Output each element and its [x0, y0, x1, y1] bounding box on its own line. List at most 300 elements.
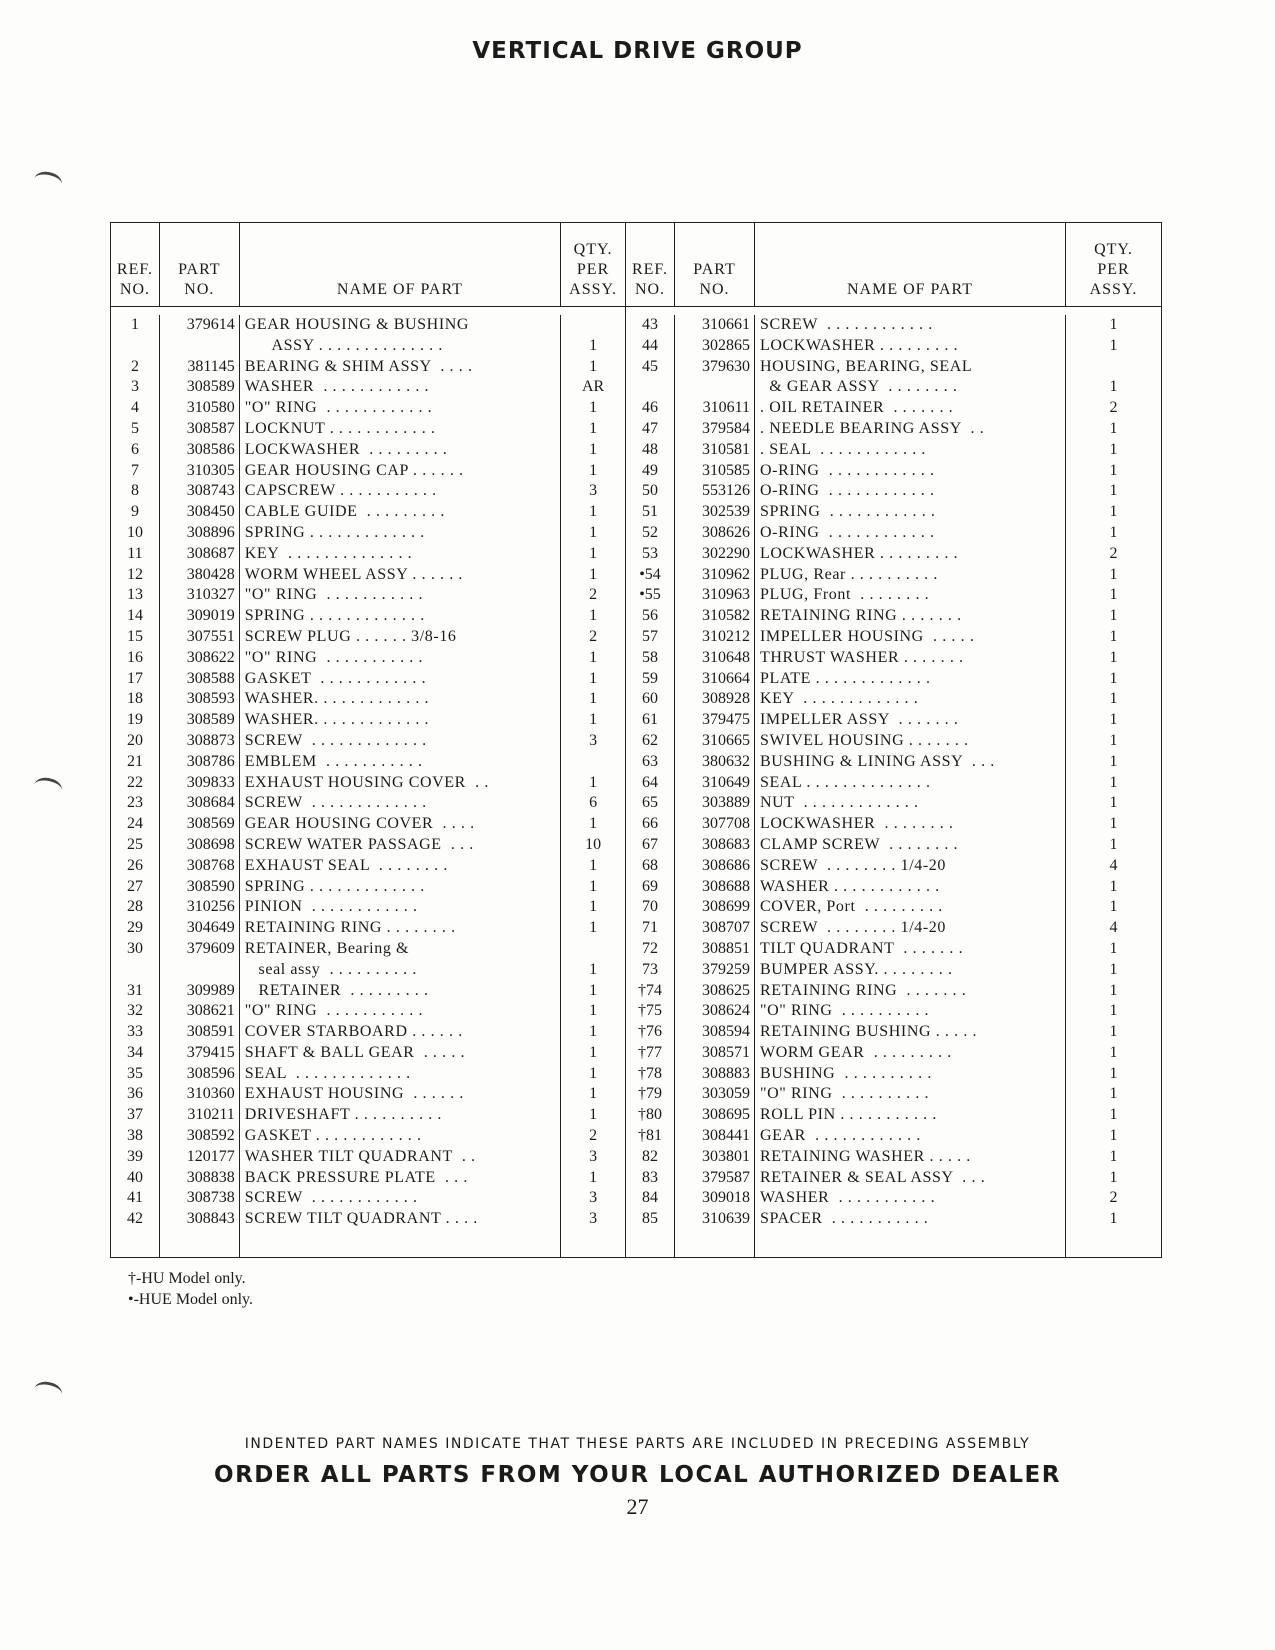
cell-name: LOCKWASHER . . . . . . . . .: [760, 544, 959, 562]
cell-part: 308883: [702, 1064, 750, 1082]
cell-ref: 71: [642, 919, 658, 937]
cell-ref: 36: [126, 1085, 143, 1103]
cell-name: . NEEDLE BEARING ASSY . .: [760, 419, 985, 437]
cell-ref: 43: [642, 316, 658, 333]
cell-part: 308843: [186, 1210, 235, 1228]
cell-qty: 2: [1109, 399, 1118, 417]
cell-part: 553126: [702, 482, 750, 500]
cell-part: 308622: [186, 648, 235, 666]
cell-part: 380632: [702, 752, 750, 770]
cell-name: seal assy . . . . . . . . . .: [244, 960, 417, 978]
cell-part: 120177: [186, 1147, 235, 1165]
cell-name: O-RING . . . . . . . . . . . .: [760, 461, 935, 479]
order-note: ORDER ALL PARTS FROM YOUR LOCAL AUTHORIZED DEALER: [214, 1462, 1061, 1488]
cell-part: 310664: [702, 669, 750, 687]
cell-part: 308450: [186, 503, 235, 521]
cell-name: GASKET . . . . . . . . . . . .: [244, 1127, 422, 1145]
cell-name: CABLE GUIDE . . . . . . . . .: [244, 503, 445, 521]
cell-ref: 11: [127, 544, 143, 562]
cell-qty: 2: [1109, 544, 1118, 562]
cell-name: SCREW . . . . . . . . 1/4-20: [760, 856, 947, 874]
cell-part: 379614: [186, 316, 235, 333]
cell-qty: 1: [589, 1064, 598, 1082]
table-header: [111, 223, 625, 307]
qty-column: [1066, 315, 1161, 1257]
cell-qty: 1: [589, 648, 598, 666]
cell-part: 308699: [702, 898, 750, 916]
ref-column: [111, 315, 160, 1257]
cell-name: SPRING . . . . . . . . . . . . .: [244, 877, 425, 895]
cell-ref: [626, 377, 674, 398]
cell-name: SCREW . . . . . . . . . . . .: [760, 316, 933, 333]
cell-part: 308768: [186, 856, 235, 874]
cell-part: 303889: [702, 794, 750, 812]
cell-name: THRUST WASHER . . . . . . .: [760, 648, 964, 666]
cell-ref: 13: [126, 586, 143, 604]
cell-name: BEARING & SHIM ASSY . . . .: [244, 357, 473, 375]
cell-name: EMBLEM . . . . . . . . . . .: [244, 752, 423, 770]
cell-name: RETAINER . . . . . . . . .: [244, 981, 429, 999]
cell-part: 310962: [702, 565, 750, 583]
cell-name: SWIVEL HOUSING . . . . . . .: [760, 731, 969, 749]
cell-qty: 1: [1109, 960, 1118, 978]
cell-qty: 1: [1109, 461, 1118, 479]
cell-name: "O" RING . . . . . . . . . . .: [244, 586, 424, 604]
cell-part: 310661: [702, 316, 750, 333]
cell-qty: 1: [1109, 627, 1118, 645]
cell-ref: 26: [126, 856, 143, 874]
cell-part: 308569: [186, 815, 235, 833]
cell-name: COVER, Port . . . . . . . . .: [760, 898, 943, 916]
cell-ref: 6: [130, 440, 139, 458]
cell-qty: 1: [589, 565, 598, 583]
cell-ref: †81: [638, 1127, 662, 1145]
page-number: 27: [626, 1494, 649, 1519]
cell-ref: [111, 960, 159, 981]
cell-ref: 29: [126, 919, 143, 937]
cell-name: IMPELLER ASSY . . . . . . .: [760, 711, 959, 729]
cell-name: EXHAUST HOUSING . . . . . .: [244, 1085, 464, 1103]
cell-name: RETAINING WASHER . . . . .: [760, 1147, 971, 1165]
cell-qty: 1: [589, 1085, 598, 1103]
cell-part: 308624: [702, 1002, 750, 1020]
cell-ref: 41: [126, 1189, 143, 1207]
cell-name: NUT . . . . . . . . . . . . .: [760, 794, 919, 812]
cell-qty: 1: [589, 461, 598, 479]
cell-name: GEAR HOUSING CAP . . . . . .: [244, 461, 464, 479]
cell-name: SEAL . . . . . . . . . . . . .: [244, 1064, 411, 1082]
cell-ref: 8: [130, 482, 139, 500]
cell-name: "O" RING . . . . . . . . . . . .: [244, 399, 433, 417]
cell-name: SCREW TILT QUADRANT . . . .: [244, 1210, 478, 1228]
cell-qty: 2: [1109, 1189, 1118, 1207]
cell-qty: 1: [589, 1106, 598, 1124]
cell-qty: 1: [1109, 731, 1118, 749]
cell-name: . SEAL . . . . . . . . . . . .: [760, 440, 927, 458]
table-body: [626, 307, 1161, 1257]
cell-qty: 3: [589, 1189, 598, 1207]
cell-part: 381145: [187, 357, 235, 375]
cell-name: WORM GEAR . . . . . . . . .: [760, 1043, 952, 1061]
cell-ref: 16: [126, 648, 143, 666]
cell-part: 379415: [186, 1043, 235, 1061]
cell-qty: 1: [1109, 1106, 1118, 1124]
cell-name: EXHAUST SEAL . . . . . . . .: [244, 856, 448, 874]
cell-name: KEY . . . . . . . . . . . . .: [760, 690, 919, 708]
cell-qty: 1: [589, 607, 598, 625]
cell-name: CAPSCREW . . . . . . . . . . .: [244, 482, 437, 500]
cell-ref: 68: [642, 856, 658, 874]
cell-part: 310305: [186, 461, 235, 479]
cell-qty: 1: [1109, 440, 1118, 458]
cell-qty: 1: [589, 440, 598, 458]
cell-qty: 1: [589, 877, 598, 895]
cell-ref: 37: [126, 1106, 143, 1124]
cell-qty: 1: [589, 1168, 598, 1186]
cell-qty: 1: [1109, 939, 1118, 957]
cell-part: [160, 960, 239, 981]
cell-name: & GEAR ASSY . . . . . . . .: [760, 378, 958, 396]
cell-name: O-RING . . . . . . . . . . . .: [760, 523, 935, 541]
cell-name: WASHER . . . . . . . . . . . .: [760, 877, 940, 895]
cell-part: 308707: [702, 919, 750, 937]
parts-table-right: [626, 223, 1161, 1257]
cell-ref: 70: [642, 898, 658, 916]
cell-ref: †78: [638, 1064, 662, 1082]
cell-qty: 1: [1109, 669, 1118, 687]
cell-name: ROLL PIN . . . . . . . . . . .: [760, 1106, 937, 1124]
cell-part: 303059: [702, 1085, 750, 1103]
cell-name: WASHER. . . . . . . . . . . . .: [244, 690, 430, 708]
cell-qty: 1: [1109, 648, 1118, 666]
cell-ref: 14: [126, 607, 143, 625]
cell-ref: 18: [126, 690, 143, 708]
cell-qty: 1: [589, 1043, 598, 1061]
cell-part: 308928: [702, 690, 750, 708]
cell-ref: 42: [126, 1210, 143, 1228]
cell-part: 309989: [186, 981, 235, 999]
cell-ref: 49: [642, 461, 658, 479]
cell-name: SCREW PLUG . . . . . . 3/8-16: [244, 627, 457, 645]
cell-name: BUMPER ASSY. . . . . . . . .: [760, 960, 953, 978]
cell-qty: 1: [589, 856, 598, 874]
cell-part: 309019: [186, 607, 235, 625]
cell-part: 308743: [186, 482, 235, 500]
cell-name: PLUG, Rear . . . . . . . . . .: [760, 565, 938, 583]
cell-name: ASSY . . . . . . . . . . . . . .: [244, 336, 443, 354]
cell-name: DRIVESHAFT . . . . . . . . . .: [244, 1106, 443, 1124]
cell-ref: 69: [642, 877, 658, 895]
cell-qty: 1: [1109, 419, 1118, 437]
cell-part: 379630: [702, 357, 750, 375]
cell-qty: 1: [1109, 752, 1118, 770]
cell-qty: 10: [585, 835, 602, 853]
footnotes: [128, 1268, 253, 1310]
cell-ref: 10: [126, 523, 143, 541]
cell-name: "O" RING . . . . . . . . . . .: [244, 648, 424, 666]
cell-name: SPACER . . . . . . . . . . .: [760, 1210, 929, 1228]
cell-qty: 1: [1109, 877, 1118, 895]
cell-name: PLUG, Front . . . . . . . .: [760, 586, 930, 604]
header-name-of-part: NAME OF PART: [240, 223, 561, 306]
parts-table: [110, 222, 1162, 1258]
cell-qty: 6: [589, 794, 598, 812]
cell-name: RETAINER & SEAL ASSY . . .: [760, 1168, 986, 1186]
header-ref-no: REF. NO.: [111, 223, 160, 306]
cell-part: 310327: [186, 586, 235, 604]
cell-ref: 15: [126, 627, 143, 645]
cell-name: . OIL RETAINER . . . . . . .: [760, 399, 954, 417]
cell-qty: 1: [1109, 898, 1118, 916]
table-header: [626, 223, 1161, 307]
cell-part: 310665: [702, 731, 750, 749]
cell-name: LOCKWASHER . . . . . . . .: [760, 815, 954, 833]
cell-qty: 1: [1109, 503, 1118, 521]
cell-part: 310212: [702, 627, 750, 645]
cell-ref: 57: [642, 627, 658, 645]
cell-ref: 46: [642, 399, 658, 417]
cell-ref: 52: [642, 523, 658, 541]
cell-name: GASKET . . . . . . . . . . . .: [244, 669, 427, 687]
cell-part: 310648: [702, 648, 750, 666]
name-column: [755, 315, 1066, 1257]
cell-name: SCREW . . . . . . . . . . . .: [244, 1189, 418, 1207]
cell-name: RETAINING RING . . . . . . .: [760, 981, 967, 999]
cell-name: SCREW . . . . . . . . . . . . .: [244, 731, 427, 749]
cell-part: 307708: [702, 815, 750, 833]
cell-ref: 61: [642, 711, 658, 729]
cell-part: 309018: [702, 1189, 750, 1207]
cell-ref: 62: [642, 731, 658, 749]
cell-name: PINION . . . . . . . . . . . .: [244, 898, 418, 916]
cell-part: 308873: [186, 731, 235, 749]
cell-part: 310211: [187, 1106, 235, 1124]
cell-part: 308688: [702, 877, 750, 895]
cell-ref: †76: [638, 1023, 662, 1041]
header-ref-no: REF. NO.: [626, 223, 675, 306]
cell-qty: 1: [589, 503, 598, 521]
cell-name: RETAINING RING . . . . . . . .: [244, 919, 456, 937]
cell-part: 308687: [186, 544, 235, 562]
binder-hole: [32, 775, 63, 799]
cell-ref: †77: [638, 1043, 662, 1061]
cell-part: 308596: [186, 1064, 235, 1082]
cell-ref: 84: [642, 1189, 658, 1207]
cell-part: 379259: [702, 960, 750, 978]
cell-part: 308686: [702, 856, 750, 874]
cell-name: PLATE . . . . . . . . . . . . .: [760, 669, 931, 687]
cell-ref: 3: [130, 378, 139, 396]
cell-qty: 1: [1109, 981, 1118, 999]
cell-part: 308589: [186, 378, 235, 396]
cell-ref: 19: [126, 711, 143, 729]
cell-name: WASHER . . . . . . . . . . . .: [244, 378, 430, 396]
cell-ref: 85: [642, 1210, 658, 1228]
cell-qty: [561, 939, 625, 960]
cell-ref: 25: [126, 835, 143, 853]
cell-name: O-RING . . . . . . . . . . . .: [760, 482, 935, 500]
cell-ref: 33: [126, 1023, 143, 1041]
cell-name: GEAR HOUSING & BUSHING: [244, 316, 470, 333]
cell-qty: 1: [589, 898, 598, 916]
part-column: [675, 315, 755, 1257]
cell-name: SPRING . . . . . . . . . . . . .: [244, 607, 425, 625]
cell-qty: 1: [589, 544, 598, 562]
cell-ref: 34: [126, 1043, 143, 1061]
cell-part: 310639: [702, 1210, 750, 1228]
cell-qty: 1: [1109, 586, 1118, 604]
qty-column: [561, 315, 625, 1257]
parts-table-left: [111, 223, 626, 1257]
cell-qty: 1: [1109, 773, 1118, 791]
cell-qty: 1: [1109, 316, 1118, 333]
cell-name: SPRING . . . . . . . . . . . .: [760, 503, 936, 521]
cell-part: 308738: [186, 1189, 235, 1207]
cell-part: 308625: [702, 981, 750, 999]
cell-part: 308591: [186, 1023, 235, 1041]
cell-ref: 83: [642, 1168, 658, 1186]
binder-hole: [32, 1379, 63, 1403]
cell-qty: 1: [589, 1002, 598, 1020]
cell-ref: †80: [638, 1106, 662, 1124]
cell-part: 308593: [186, 690, 235, 708]
cell-part: 308626: [702, 523, 750, 541]
cell-qty: 1: [1109, 1168, 1118, 1186]
cell-name: WASHER TILT QUADRANT . .: [244, 1147, 476, 1165]
cell-ref: 2: [130, 357, 139, 375]
cell-ref: 40: [126, 1168, 143, 1186]
cell-ref: •55: [639, 586, 661, 604]
cell-part: 304649: [186, 919, 235, 937]
cell-name: BUSHING & LINING ASSY . . .: [760, 752, 995, 770]
cell-qty: 1: [589, 669, 598, 687]
cell-qty: 1: [589, 690, 598, 708]
cell-name: COVER STARBOARD . . . . . .: [244, 1023, 463, 1041]
footnote-hue: •-HUE Model only.: [128, 1291, 253, 1308]
cell-name: CLAMP SCREW . . . . . . . .: [760, 835, 959, 853]
cell-qty: 3: [589, 1210, 598, 1228]
cell-ref: 45: [642, 357, 658, 375]
cell-ref: [111, 336, 159, 357]
cell-part: 310649: [702, 773, 750, 791]
cell-ref: •54: [639, 565, 661, 583]
cell-name: SPRING . . . . . . . . . . . . .: [244, 523, 425, 541]
cell-part: [160, 336, 239, 357]
cell-name: WORM WHEEL ASSY . . . . . .: [244, 565, 464, 583]
cell-name: RETAINER, Bearing &: [244, 939, 410, 957]
cell-ref: 82: [642, 1147, 658, 1165]
cell-qty: 1: [1109, 1085, 1118, 1103]
cell-ref: 27: [126, 877, 143, 895]
cell-qty: 1: [1109, 815, 1118, 833]
cell-qty: [1066, 357, 1161, 378]
cell-ref: 17: [126, 669, 143, 687]
cell-qty: 1: [1109, 1002, 1118, 1020]
cell-qty: 2: [589, 586, 598, 604]
cell-qty: 1: [1109, 1147, 1118, 1165]
cell-qty: 2: [589, 627, 598, 645]
ref-column: [626, 315, 675, 1257]
cell-part: 380428: [186, 565, 235, 583]
cell-part: 308695: [702, 1106, 750, 1124]
cell-part: 308441: [702, 1127, 750, 1145]
cell-qty: 1: [589, 1023, 598, 1041]
cell-qty: 1: [589, 357, 598, 375]
cell-name: GEAR HOUSING COVER . . . .: [244, 815, 475, 833]
part-column: [160, 315, 240, 1257]
footnote-hu: †-HU Model only.: [128, 1270, 246, 1287]
cell-ref: 58: [642, 648, 658, 666]
cell-ref: 73: [642, 960, 658, 978]
cell-qty: 1: [1109, 607, 1118, 625]
cell-qty: 1: [589, 711, 598, 729]
cell-qty: 3: [589, 731, 598, 749]
cell-qty: 1: [1109, 565, 1118, 583]
cell-part: 310360: [186, 1085, 235, 1103]
cell-ref: 65: [642, 794, 658, 812]
cell-part: 310256: [186, 898, 235, 916]
cell-part: 302539: [702, 503, 750, 521]
header-part-no: PART NO.: [160, 223, 240, 306]
cell-qty: 1: [1109, 794, 1118, 812]
cell-part: [675, 377, 754, 398]
cell-name: LOCKNUT . . . . . . . . . . . .: [244, 419, 436, 437]
cell-qty: [561, 752, 625, 773]
cell-name: EXHAUST HOUSING COVER . .: [244, 773, 489, 791]
cell-part: 310585: [702, 461, 750, 479]
cell-name: WASHER. . . . . . . . . . . . .: [244, 711, 430, 729]
cell-name: SCREW . . . . . . . . . . . . .: [244, 794, 427, 812]
cell-part: 308786: [186, 752, 235, 770]
cell-name: TILT QUADRANT . . . . . . .: [760, 939, 964, 957]
cell-part: 308838: [186, 1168, 235, 1186]
cell-ref: 60: [642, 690, 658, 708]
cell-ref: 5: [130, 419, 139, 437]
cell-name: SCREW . . . . . . . . 1/4-20: [760, 919, 947, 937]
cell-part: 308592: [186, 1127, 235, 1145]
cell-ref: 30: [126, 939, 143, 957]
cell-qty: 1: [589, 960, 598, 978]
cell-qty: 1: [1109, 523, 1118, 541]
cell-part: 310581: [702, 440, 750, 458]
cell-qty: 1: [1109, 336, 1118, 354]
cell-ref: 7: [130, 461, 139, 479]
cell-qty: 1: [589, 419, 598, 437]
cell-qty: 1: [589, 773, 598, 791]
cell-part: 309833: [186, 773, 235, 791]
cell-qty: 1: [589, 815, 598, 833]
cell-part: 308571: [702, 1043, 750, 1061]
cell-part: 308590: [186, 877, 235, 895]
cell-ref: 21: [126, 752, 143, 770]
cell-ref: 28: [126, 898, 143, 916]
cell-qty: 1: [1109, 690, 1118, 708]
cell-ref: 32: [126, 1002, 143, 1020]
cell-qty: 1: [1109, 1210, 1118, 1228]
cell-part: 308587: [186, 419, 235, 437]
cell-qty: 1: [589, 981, 598, 999]
cell-ref: 31: [126, 981, 143, 999]
cell-name: RETAINING RING . . . . . . .: [760, 607, 962, 625]
cell-name: "O" RING . . . . . . . . . .: [760, 1002, 930, 1020]
cell-ref: 9: [130, 503, 139, 521]
cell-name: SEAL . . . . . . . . . . . . . .: [760, 773, 931, 791]
cell-ref: 12: [126, 565, 143, 583]
cell-ref: 53: [642, 544, 658, 562]
cell-ref: 20: [126, 731, 143, 749]
cell-part: 308588: [186, 669, 235, 687]
header-part-no: PART NO.: [675, 223, 755, 306]
